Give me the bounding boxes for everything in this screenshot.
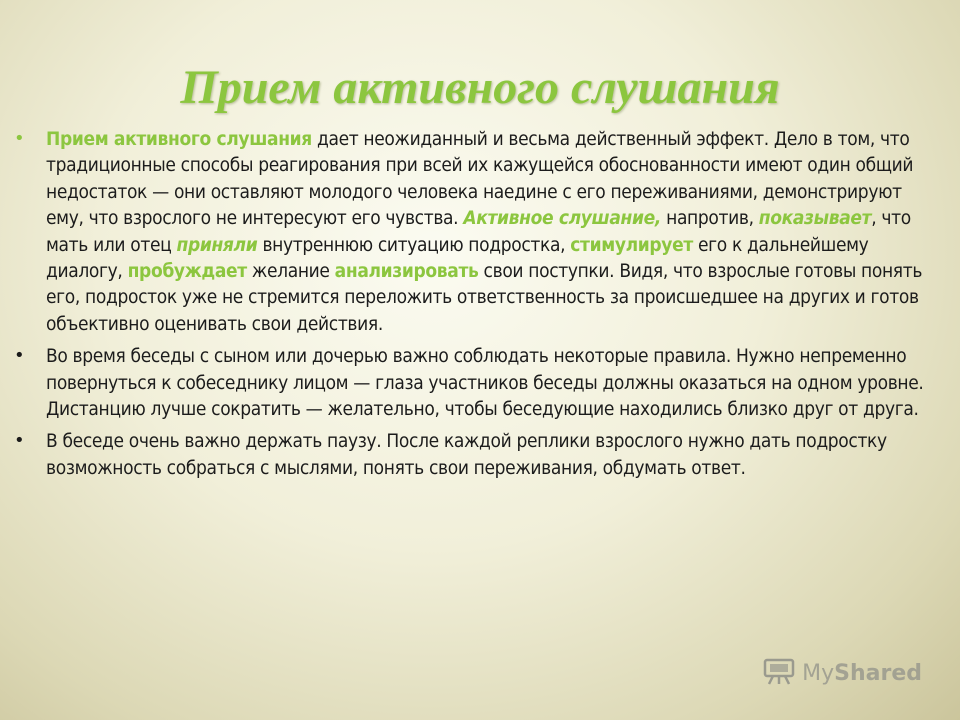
watermark-brand-bold: Shared bbox=[834, 660, 922, 686]
text-segment: его к дальнейшему диалогу, bbox=[46, 233, 869, 283]
text-segment: В беседе очень важно держать паузу. После каждой реплики взрослого нужно дать подростку возможность собраться с мыслями, понять свои переживания, обдумать ответ. bbox=[46, 430, 887, 479]
bullet-item bbox=[14, 343, 944, 422]
text-segment: дает неожиданный и весьма действенный эффект. Дело в том, что традиционные способы реагирования при всей их кажущейся обоснованности имеют один общий недостаток — они оставляют молодого человека наедине с его переживаниями, демонстрируют ему, что взрослого не интересуют его чувства. bbox=[46, 128, 914, 230]
bullet-text bbox=[46, 428, 944, 481]
highlighted-term: приняли bbox=[176, 233, 258, 256]
myshared-logo-icon bbox=[762, 656, 796, 690]
bullet-text bbox=[46, 343, 944, 422]
bullet-text bbox=[46, 126, 944, 337]
highlighted-term: показывает bbox=[758, 207, 872, 230]
highlighted-term: Прием активного слушания bbox=[46, 128, 312, 150]
bullet-marker: • bbox=[14, 128, 25, 149]
highlighted-term: стимулирует bbox=[570, 233, 693, 256]
bullet-marker: • bbox=[14, 430, 25, 452]
myshared-watermark bbox=[762, 656, 922, 690]
text-segment: , что мать или отец bbox=[46, 207, 911, 256]
bullet-marker: • bbox=[14, 345, 25, 367]
slide-title: Прием активного слушания bbox=[180, 61, 780, 114]
bullet-item bbox=[14, 428, 944, 481]
text-segment: Во время беседы с сыном или дочерью важно соблюдать некоторые правила. Нужно непременно повернуться к собеседнику лицом — глаза участников беседы должны оказаться на одном уровне. Дистанцию лучше сократить — желательно, чтобы беседующие находились близко друг от друга. bbox=[46, 345, 924, 421]
bullet-item bbox=[14, 126, 944, 337]
text-segment: свои поступки. Видя, что взрослые готовы понять его, подросток уже не стремится переложить ответственность за происшедшее на других и готов объективно оценивать свои действия. bbox=[46, 260, 923, 335]
text-segment: напротив, bbox=[661, 207, 759, 230]
highlighted-term: анализировать bbox=[334, 260, 479, 283]
text-segment: желание bbox=[246, 260, 335, 283]
watermark-brand bbox=[802, 661, 922, 686]
highlighted-term: Активное слушание, bbox=[463, 207, 662, 230]
slide-content bbox=[14, 126, 944, 487]
watermark-brand-light: My bbox=[802, 660, 835, 686]
highlighted-term: пробуждает bbox=[127, 260, 247, 283]
text-segment: внутреннюю ситуацию подростка, bbox=[257, 233, 571, 256]
